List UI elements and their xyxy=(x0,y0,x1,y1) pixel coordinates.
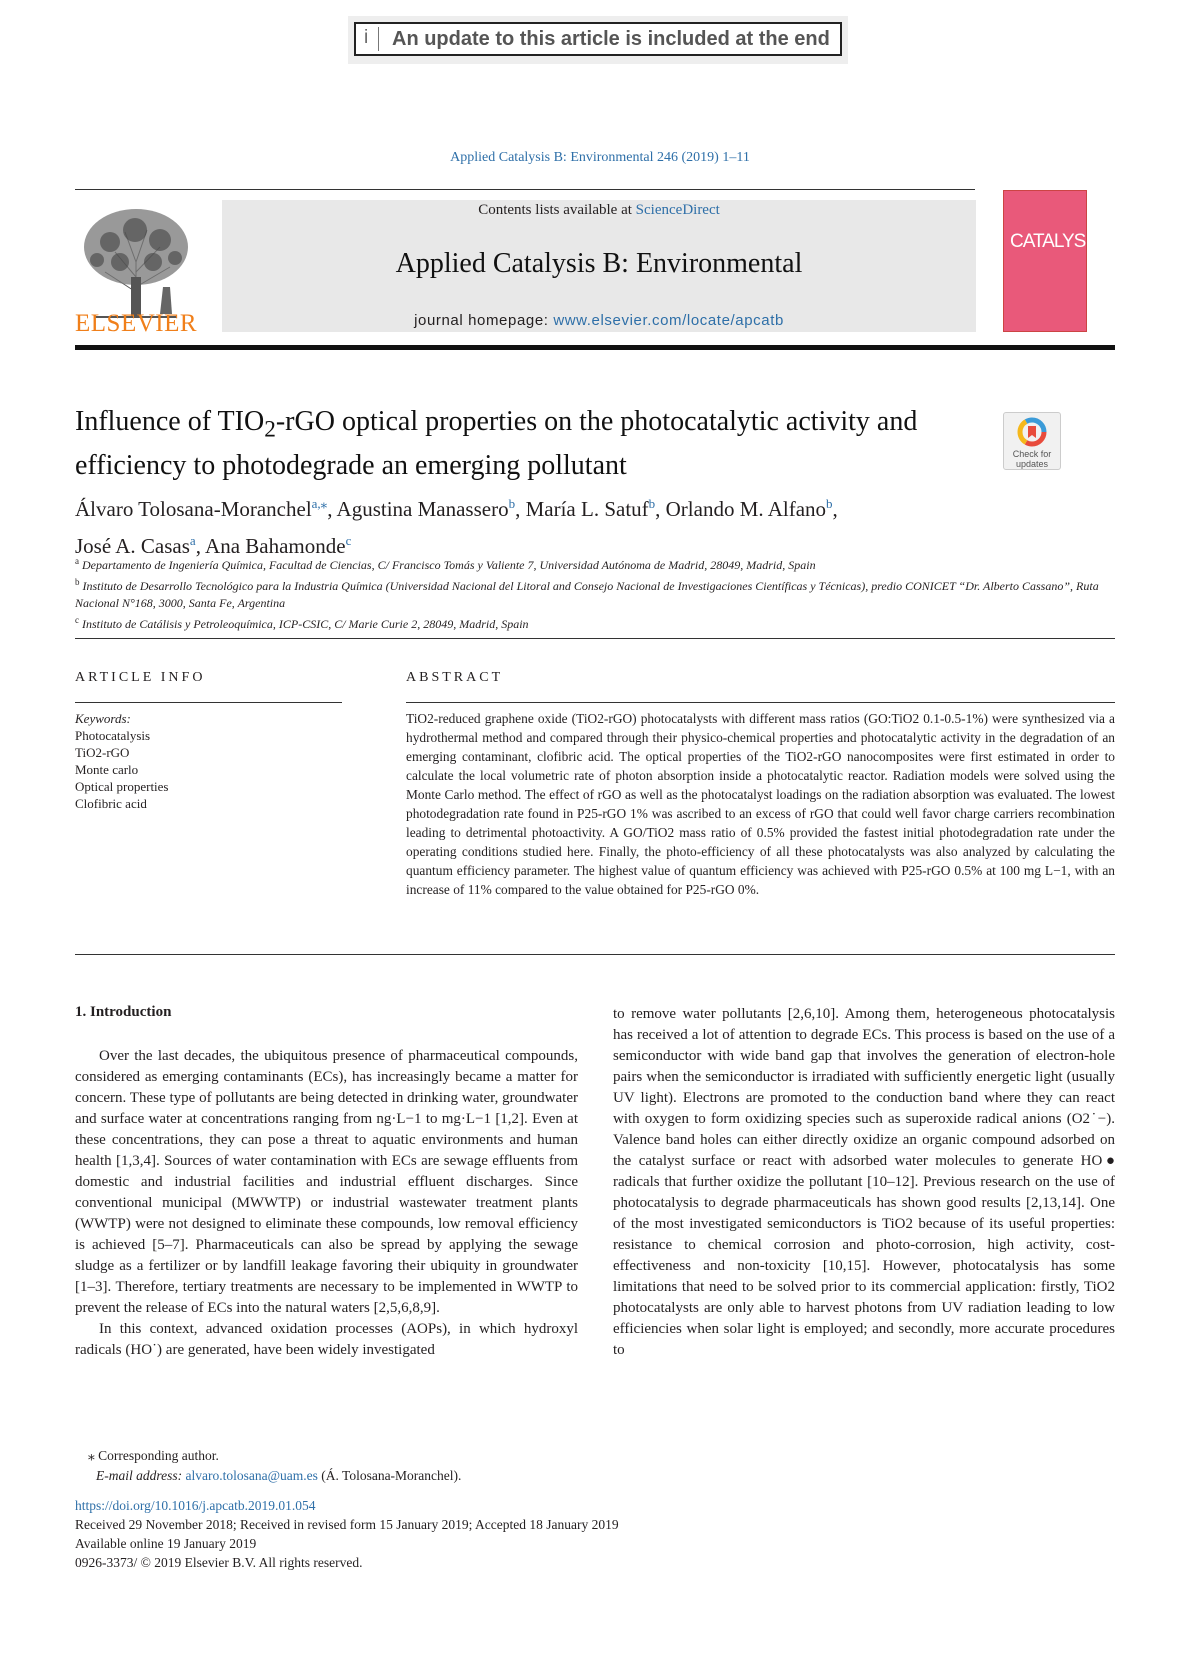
author[interactable]: José A. Casas$^a$ xyxy=(75,533,196,558)
abstract-label: ABSTRACT xyxy=(406,670,504,685)
author[interactable]: Orlando M. Alfano$^b$ xyxy=(665,496,833,521)
online-date: Available online 19 January 2019 xyxy=(75,1536,257,1551)
contents-prefix: Contents lists available at xyxy=(478,202,636,218)
email-link[interactable]: alvaro.tolosana@uam.es xyxy=(185,1468,318,1483)
keyword: Photocatalysis xyxy=(75,728,151,743)
header-divider xyxy=(75,189,975,190)
received-dates: Received 29 November 2018; Received in revised form 15 January 2019; Accepted 18 January 2019 xyxy=(75,1517,619,1532)
author[interactable]: Álvaro Tolosana-Moranchel$^{a,⁎}$ xyxy=(75,496,328,521)
journal-reference[interactable]: Applied Catalysis B: Environmental 246 (2019) 1–11 xyxy=(450,150,750,165)
email-line: E-mail address: alvaro.tolosana@uam.es (Á. Tolosana-Moranchel). xyxy=(96,1468,462,1483)
affiliations xyxy=(75,553,1115,633)
info-icon: i xyxy=(364,27,379,51)
body-paragraph: In this context, advanced oxidation processes (AOPs), in which hydroxyl radicals (HO˙) are generated, have been widely investigated xyxy=(75,1321,578,1358)
section-divider xyxy=(75,638,1115,639)
cover-title: CATALYSIS xyxy=(1010,231,1102,252)
homepage-prefix: journal homepage: xyxy=(414,312,554,329)
affiliation: $^c$ Instituto de Catálisis y Petroleoquímica, ICP-CSIC, C/ Marie Curie 2, 28049, Madrid, Spain xyxy=(75,615,529,631)
keywords-block xyxy=(75,710,169,812)
section-divider xyxy=(75,954,1115,955)
copyright: 0926-3373/ © 2019 Elsevier B.V. All rights reserved. xyxy=(75,1555,363,1570)
abstract-rule xyxy=(406,702,1115,703)
abstract-text: TiO2-reduced graphene oxide (TiO2-rGO) photocatalysts with different mass ratios (GO:TiO2 0.1-0.5-1%) were synthesized via a hydrothermal method and compared through their physico-chemical properties and photocatalytic activity in the degradation of an emerging contaminant, clofibric acid. The optical properties of the TiO2-rGO nanocomposites were first estimated in order to calculate the local volumetric rate of photon absorption inside a photocatalytic reactor. Radiation models were solved using the Monte Carlo method. The effect of rGO as well as the photocatalyst loadings on the radiation absorption was evaluated. The lowest photodegradation rate found in P25-rGO 1% was ascribed to an excess of rGO that could well favor charge carriers recombination leading to detrimental photoactivity. A GO/TiO2 mass ratio of 0.5% provided the fastest initial photodegradation rate under the operating conditions studied here. Finally, the photo-efficiency of all these photocatalysts was also analyzed by calculating the quantum efficiency parameter. The highest value of quantum efficiency was achieved with P25-rGO 0.5% at 100 mg L−1, with an increase of 11% compared to the value obtained for P25-rGO 0%. xyxy=(406,711,1115,897)
body-column-left xyxy=(75,1046,578,1361)
homepage-link[interactable]: www.elsevier.com/locate/apcatb xyxy=(553,312,784,329)
check-updates-line1: Check for xyxy=(1012,449,1052,459)
article-info-rule xyxy=(75,702,342,703)
header-thick-rule xyxy=(75,345,1115,350)
update-banner[interactable] xyxy=(354,22,842,56)
check-for-updates-badge[interactable] xyxy=(1003,412,1061,470)
check-updates-icon xyxy=(1017,417,1047,447)
affiliation: $^b$ Instituto de Desarrollo Tecnológico para la Industria Química (Universidad Nacional del Litoral and Consejo Nacional de Investigaciones Científicas y Técnicas), predio CONICET “Dr. Alberto Cassano”, Ruta Nacional N°168, 3000, Santa Fe, Argentina xyxy=(75,577,1099,610)
update-banner-text[interactable]: An update to this article is included at the end xyxy=(392,28,830,50)
affiliation: $^a$ Departamento de Ingeniería Química, Facultad de Ciencias, C/ Francisco Tomás y Valiente 7, Universidad Autónoma de Madrid, 28049, Madrid, Spain xyxy=(75,556,816,572)
keyword: TiO2-rGO xyxy=(75,745,130,760)
contents-line xyxy=(222,202,976,219)
article-title: Influence of $TIO_2$-rGO optical properties on the photocatalytic activity and efficiency to photodegrade an emerging pollutant xyxy=(75,406,918,481)
keyword: Monte carlo xyxy=(75,762,139,777)
journal-cover-thumbnail xyxy=(1003,190,1102,332)
corresponding-author-note: ⁎ Corresponding author. xyxy=(88,1448,219,1463)
author-list: Álvaro Tolosana-Moranchel$^{a,⁎}$, Agustina Manassero$^b$, María L. Satuf$^b$, Orlando M. Alfano$^b$, José A. Casas$^a$, Ana Bahamonde$^c$ xyxy=(75,496,838,558)
publication-info xyxy=(75,1496,619,1572)
check-updates-line2: updates xyxy=(1015,459,1049,469)
article-info-label: ARTICLE INFO xyxy=(75,670,206,685)
footnotes xyxy=(88,1446,461,1486)
keywords-label: Keywords: xyxy=(75,711,131,726)
sciencedirect-link[interactable]: ScienceDirect xyxy=(635,202,720,218)
introduction-heading: 1. Introduction xyxy=(75,1004,172,1020)
doi-link[interactable]: https://doi.org/10.1016/j.apcatb.2019.01.054 xyxy=(75,1498,316,1513)
body-column-right xyxy=(613,1004,1115,1361)
author[interactable]: María L. Satuf$^b$ xyxy=(525,496,656,521)
author[interactable]: Ana Bahamonde$^c$ xyxy=(205,533,352,558)
journal-title: Applied Catalysis B: Environmental xyxy=(395,248,803,279)
body-paragraph: Over the last decades, the ubiquitous presence of pharmaceutical compounds, considered as emerging contaminants (ECs), has increasingly became a matter for concern. These type of pollutants are being detected in drinking water, groundwater and surface water at concentrations ranging from ng·L−1 to mg·L−1 [1,2]. Even at these concentrations, they can pose a threat to aquatic environments and human health [1,3,4]. Sources of water contamination with ECs are sewage effluents from domestic and industrial facilities and industrial effluent discharges. Since conventional municipal (MWWTP) or industrial wastewater treatment plants (WWTP) were not designed to eliminate these compounds, low removal efficiency is achieved [5–7]. Pharmaceuticals can also be spread by applying the sewage sludge as a fertilizer or by landfill leakage favoring their ubiquity in groundwater [1–3]. Therefore, tertiary treatments are necessary to be implemented in WWTP to prevent the release of ECs into the natural waters [2,5,6,8,9]. xyxy=(75,1048,578,1316)
body-paragraph: to remove water pollutants [2,6,10]. Among them, heterogeneous photocatalysis has received a lot of attention to degrade ECs. This process is based on the use of a semiconductor with wide band gap that involves the generation of electron-hole pairs when the semiconductor is irradiated with sufficiently energetic light (usually UV light). Electrons are promoted to the conduction band where they can react with oxygen to form oxidizing species such as superoxide radical anions (O2˙−). Valence band holes can either directly oxidize an organic compound adsorbed on the catalyst surface or react with adsorbed water molecules to generate HO● radicals that further oxidize the pollutant [10–12]. Previous research on the use of photocatalysis to degrade pharmaceuticals has shown good results [2,13,14]. One of the most investigated semiconductors is TiO2 because of its useful properties: resistance to chemical corrosion and photo-corrosion, high activity, cost-effectiveness and non-toxicity [10,15]. However, photocatalysis has some limitations that need to be solved prior to its commercial application: firstly, TiO2 photocatalysts are only able to harvest photons from UV radiation leading to low efficiencies when solar light is employed; and secondly, more accurate procedures to xyxy=(613,1006,1115,1358)
keyword: Optical properties xyxy=(75,779,169,794)
elsevier-wordmark: ELSEVIER xyxy=(75,310,198,337)
author[interactable]: Agustina Manassero$^b$ xyxy=(336,496,516,521)
journal-homepage xyxy=(222,312,976,329)
keyword: Clofibric acid xyxy=(75,796,147,811)
